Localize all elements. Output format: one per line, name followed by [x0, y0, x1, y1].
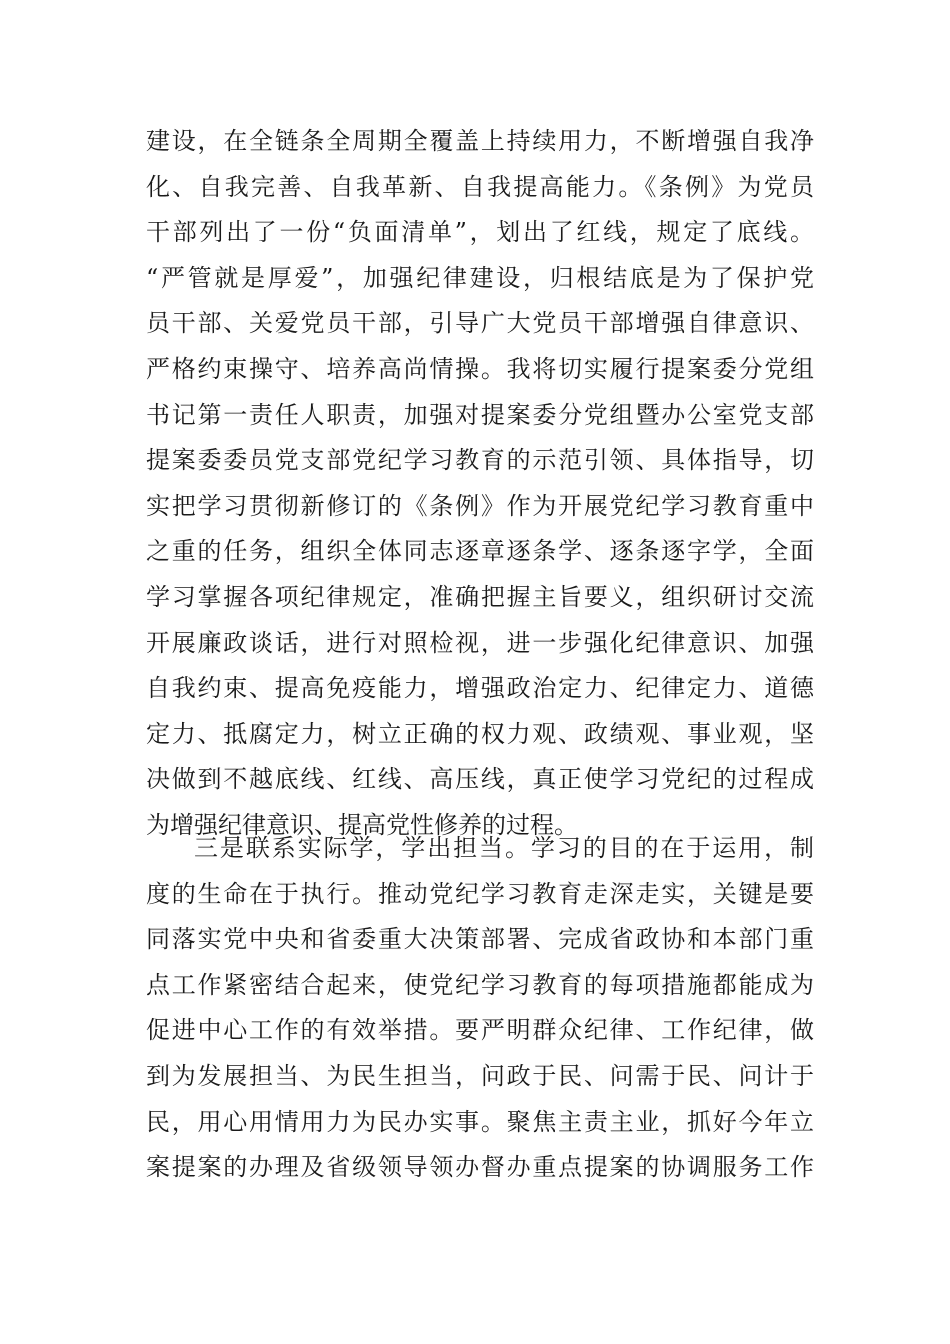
text-line: 化、自我完善、自我革新、自我提高能力。《条例》为党员 — [146, 172, 814, 201]
text-line: 三是联系实际学，学出担当。学习的目的在于运用，制 — [194, 834, 814, 862]
text-line: 到为发展担当、为民生担当，问政于民、问需于民、问计于 — [146, 1061, 814, 1090]
text-line: “严管就是厚爱”，加强纪律建设，归根结底是为了保护党 — [146, 263, 814, 292]
text-line: 建设，在全链条全周期全覆盖上持续用力，不断增强自我净 — [146, 127, 814, 155]
text-line: 严格约束操守、培养高尚情操。我将切实履行提案委分党组 — [146, 354, 814, 383]
text-line: 自我约束、提高免疫能力，增强政治定力、纪律定力、道德 — [146, 674, 814, 703]
text-line: 度的生命在于执行。推动党纪学习教育走深走实，关键是要 — [146, 879, 814, 908]
text-line: 民，用心用情用力为民办实事。聚焦主责主业，抓好今年立 — [146, 1107, 814, 1136]
text-line: 促进中心工作的有效举措。要严明群众纪律、工作纪律，做 — [146, 1016, 814, 1045]
text-line: 为增强纪律意识、提高党性修养的过程。 — [146, 810, 578, 839]
text-line: 开展廉政谈话，进行对照检视，进一步强化纪律意识、加强 — [146, 628, 814, 657]
text-line: 干部列出了一份“负面清单”，划出了红线，规定了底线。 — [146, 218, 814, 247]
text-line: 书记第一责任人职责，加强对提案委分党组暨办公室党支部 — [146, 400, 814, 429]
text-line: 实把学习贯彻新修订的《条例》作为开展党纪学习教育重中 — [146, 491, 814, 520]
text-line: 同落实党中央和省委重大决策部署、完成省政协和本部门重 — [146, 925, 814, 954]
paragraph-2 — [146, 826, 814, 1191]
text-line: 之重的任务，组织全体同志逐章逐条学、逐条逐字学，全面 — [146, 537, 814, 566]
text-line: 学习掌握各项纪律规定，准确把握主旨要义，组织研讨交流 — [146, 582, 814, 611]
text-line: 提案委委员党支部党纪学习教育的示范引领、具体指导，切 — [146, 446, 814, 475]
text-line: 决做到不越底线、红线、高压线，真正使学习党纪的过程成 — [146, 765, 814, 794]
text-line: 员干部、关爱党员干部，引导广大党员干部增强自律意识、 — [146, 309, 814, 338]
text-line: 点工作紧密结合起来，使党纪学习教育的每项措施都能成为 — [146, 970, 814, 999]
text-line: 案提案的办理及省级领导领办督办重点提案的协调服务工作 — [146, 1153, 814, 1182]
paragraph-1 — [146, 119, 814, 849]
text-line: 定力、抵腐定力，树立正确的权力观、政绩观、事业观，坚 — [146, 719, 814, 748]
